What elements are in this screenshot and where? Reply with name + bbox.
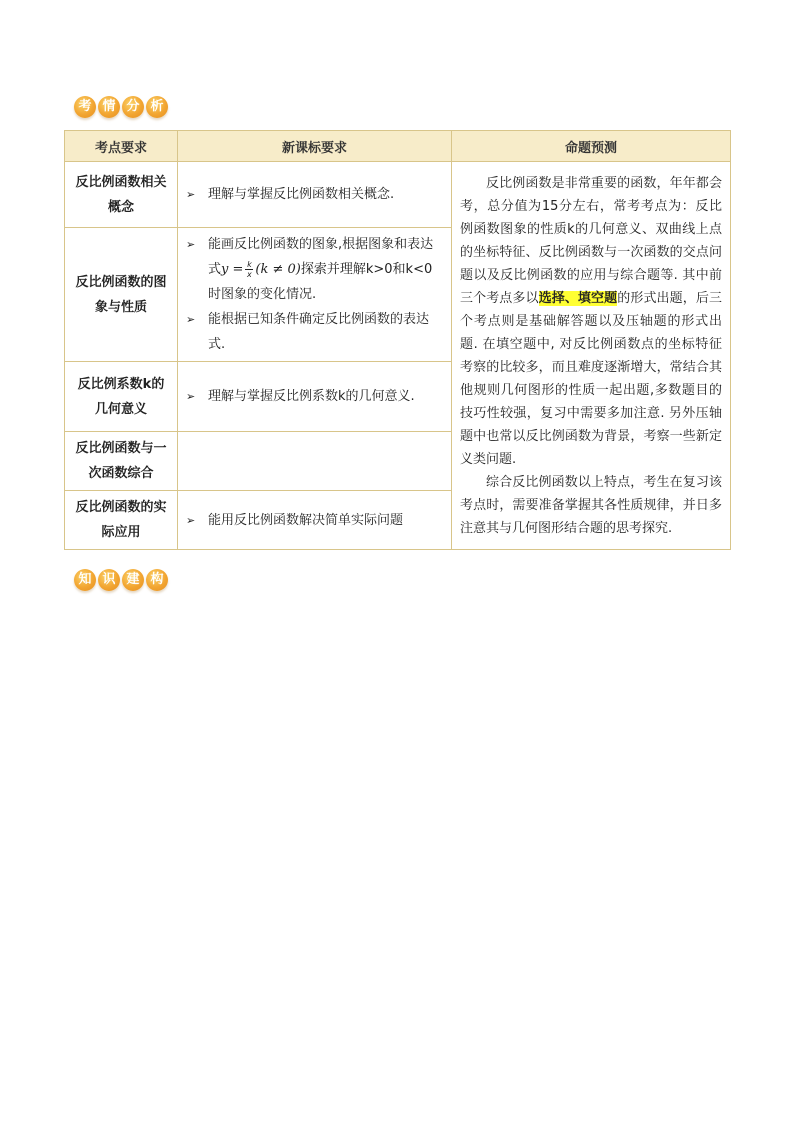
title-badge-char: 情 xyxy=(98,96,120,118)
table-header-row xyxy=(65,131,731,162)
title-badge-char: 建 xyxy=(122,569,144,591)
prediction-text: 的形式出题，后三个考点则是基础解答题以及压轴题的形式出题. 在填空题中, 对反比例函数点的坐标特征考察的比较多，而且难度逐渐增大，常结合其他规则几何图形的性质一起出题,多数题目的技巧性较强，复习中需要多加注意. 另外压轴题中也常以反比例函数为背景，考察一些新定义类问题. xyxy=(460,290,722,467)
requirement-text: 理解与掌握反比例函数相关概念. xyxy=(208,187,395,202)
formula-condition: (k ≠ 0) xyxy=(255,262,301,277)
topic-cell: 反比例函数与一次函数综合 xyxy=(65,432,178,491)
prediction-paragraph: 综合反比例函数以上特点，考生在复习该考点时，需要准备掌握其各性质规律，并日多注意其与几何图形结合题的思考探究. xyxy=(460,474,722,536)
arrow-bullet-icon: ➢ xyxy=(186,313,196,326)
fraction-k-over-x xyxy=(245,260,253,279)
requirement-text-part: 能画反比例函数的图象,根据图象和表达式 xyxy=(208,237,434,277)
requirement-text: 理解与掌握反比例系数k的几何意义. xyxy=(208,389,415,404)
requirement-text xyxy=(208,232,445,307)
requirement-cell xyxy=(178,362,452,432)
requirement-item xyxy=(186,384,445,409)
title-badge-char: 分 xyxy=(122,96,144,118)
table-row xyxy=(65,162,731,228)
requirement-item xyxy=(186,232,445,307)
arrow-bullet-icon: ➢ xyxy=(186,238,196,251)
requirement-text: 能用反比例函数解决简单实际问题 xyxy=(208,512,404,528)
fraction-denominator: x xyxy=(247,270,252,279)
title-badge-char: 知 xyxy=(74,569,96,591)
topic-cell: 反比例函数的图象与性质 xyxy=(65,228,178,362)
analysis-table xyxy=(64,130,731,550)
prediction-paragraph xyxy=(460,172,722,471)
highlighted-text: 选择、填空题 xyxy=(538,290,618,306)
topic-cell: 反比例函数相关概念 xyxy=(65,162,178,228)
prediction-text: 反比例函数是非常重要的函数，年年都会考，总分值为15分左右，常考考点为：反比例函数图象的性质k的几何意义、双曲线上点的坐标特征、反比例函数与一次函数的交点问题以及反比例函数的应用与综合题等. 其中前三个考点多以 xyxy=(460,175,722,306)
analysis-section-title xyxy=(74,96,168,118)
topic-cell: 反比例函数的实际应用 xyxy=(65,491,178,550)
header-topic: 考点要求 xyxy=(65,131,178,162)
title-badge-char: 析 xyxy=(146,96,168,118)
requirement-item xyxy=(186,508,445,533)
requirement-text-part: 探索并理解k>0和k<0时图象的变化情况. xyxy=(208,262,433,302)
arrow-bullet-icon: ➢ xyxy=(186,390,196,403)
requirement-item xyxy=(186,307,445,357)
topic-cell: 反比例系数k的几何意义 xyxy=(65,362,178,432)
prediction-cell xyxy=(452,162,731,550)
fraction-numerator: k xyxy=(247,260,252,269)
title-badge-char: 考 xyxy=(74,96,96,118)
requirement-cell xyxy=(178,162,452,228)
requirement-cell xyxy=(178,491,452,550)
arrow-bullet-icon: ➢ xyxy=(186,188,196,201)
title-badge-char: 识 xyxy=(98,569,120,591)
requirement-item xyxy=(186,182,445,207)
formula-y: y = xyxy=(221,262,244,277)
requirement-text: 能根据已知条件确定反比例函数的表达式. xyxy=(208,312,430,352)
arrow-bullet-icon: ➢ xyxy=(186,513,196,527)
requirement-cell xyxy=(178,228,452,362)
title-badge-char: 构 xyxy=(146,569,168,591)
knowledge-section-title xyxy=(74,569,168,591)
header-requirements: 新课标要求 xyxy=(178,131,452,162)
requirement-cell xyxy=(178,432,452,491)
header-prediction: 命题预测 xyxy=(452,131,731,162)
